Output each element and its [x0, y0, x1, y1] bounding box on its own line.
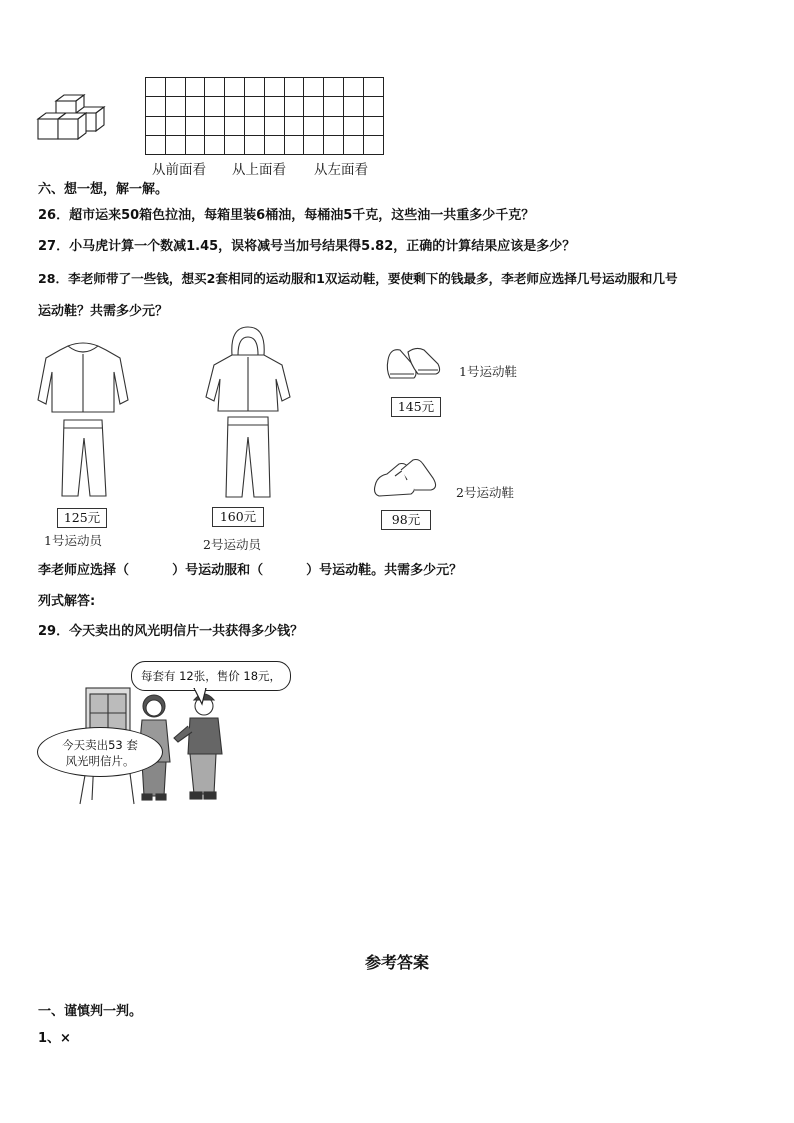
outfit-2-price: 160元 [212, 507, 264, 527]
section-six-title: 六、想一想，解一解。 [38, 182, 169, 197]
speech-bubble-left [37, 727, 163, 777]
fill-part-2: ）号运动服和（ [172, 563, 264, 578]
speech-bubble-right-tail [192, 688, 212, 708]
shoe-1-label: 1号运动鞋 [459, 364, 517, 379]
shoe-2-price: 98元 [381, 510, 431, 530]
fill-in-sentence [38, 562, 462, 580]
shoe-1-image [384, 342, 442, 390]
answers-title: 参考答案 [364, 953, 429, 972]
speech-bubble-left-line2: 风光明信片。 [65, 754, 135, 768]
view-front-label: 从前面看 [152, 162, 206, 178]
question-28-line1: 28．李老师带了一些钱，想买2套相同的运动服和1双运动鞋，要使剩下的钱最多，李老师应选择几号运动服和几号 [38, 271, 678, 286]
fill-part-1: 李老师应选择（ [38, 563, 130, 578]
question-26: 26．超市运来50箱色拉油，每箱里装6桶油，每桶油5千克，这些油一共重多少千克？ [38, 208, 535, 223]
question-29: 29．今天卖出的风光明信片一共获得多少钱？ [38, 624, 304, 639]
drawing-grid [145, 77, 384, 155]
question-28-line2: 运动鞋？共需多少元？ [38, 304, 169, 319]
view-left-label: 从左面看 [314, 162, 368, 178]
tracksuit-1-image [36, 340, 130, 502]
answers-section-1-title: 一、谨慎判一判。 [38, 1004, 143, 1019]
fill-part-3: ）号运动鞋。共需多少元？ [306, 563, 463, 578]
answer-1: 1、× [38, 1031, 71, 1046]
view-top-label: 从上面看 [232, 162, 286, 178]
solve-label: 列式解答: [38, 594, 96, 609]
shoe-2-label: 2号运动鞋 [456, 485, 514, 500]
cube-figure [36, 93, 108, 145]
speech-bubble-left-line1: 今天卖出53 套 [62, 738, 138, 752]
tracksuit-2-image [202, 325, 292, 503]
speech-bubble-right [131, 661, 291, 691]
outfit-2-label: 2号运动员 [203, 537, 261, 552]
shoe-2-image [373, 456, 439, 504]
outfit-1-label: 1号运动员 [44, 533, 102, 548]
speech-bubble-right-text: 每套有 12张，售价 18元， [140, 669, 282, 683]
outfit-1-price: 125元 [57, 508, 107, 528]
question-27: 27．小马虎计算一个数减1.45，误将减号当加号结果得5.82，正确的计算结果应该是多少？ [38, 239, 576, 254]
shoe-1-price: 145元 [391, 397, 441, 417]
